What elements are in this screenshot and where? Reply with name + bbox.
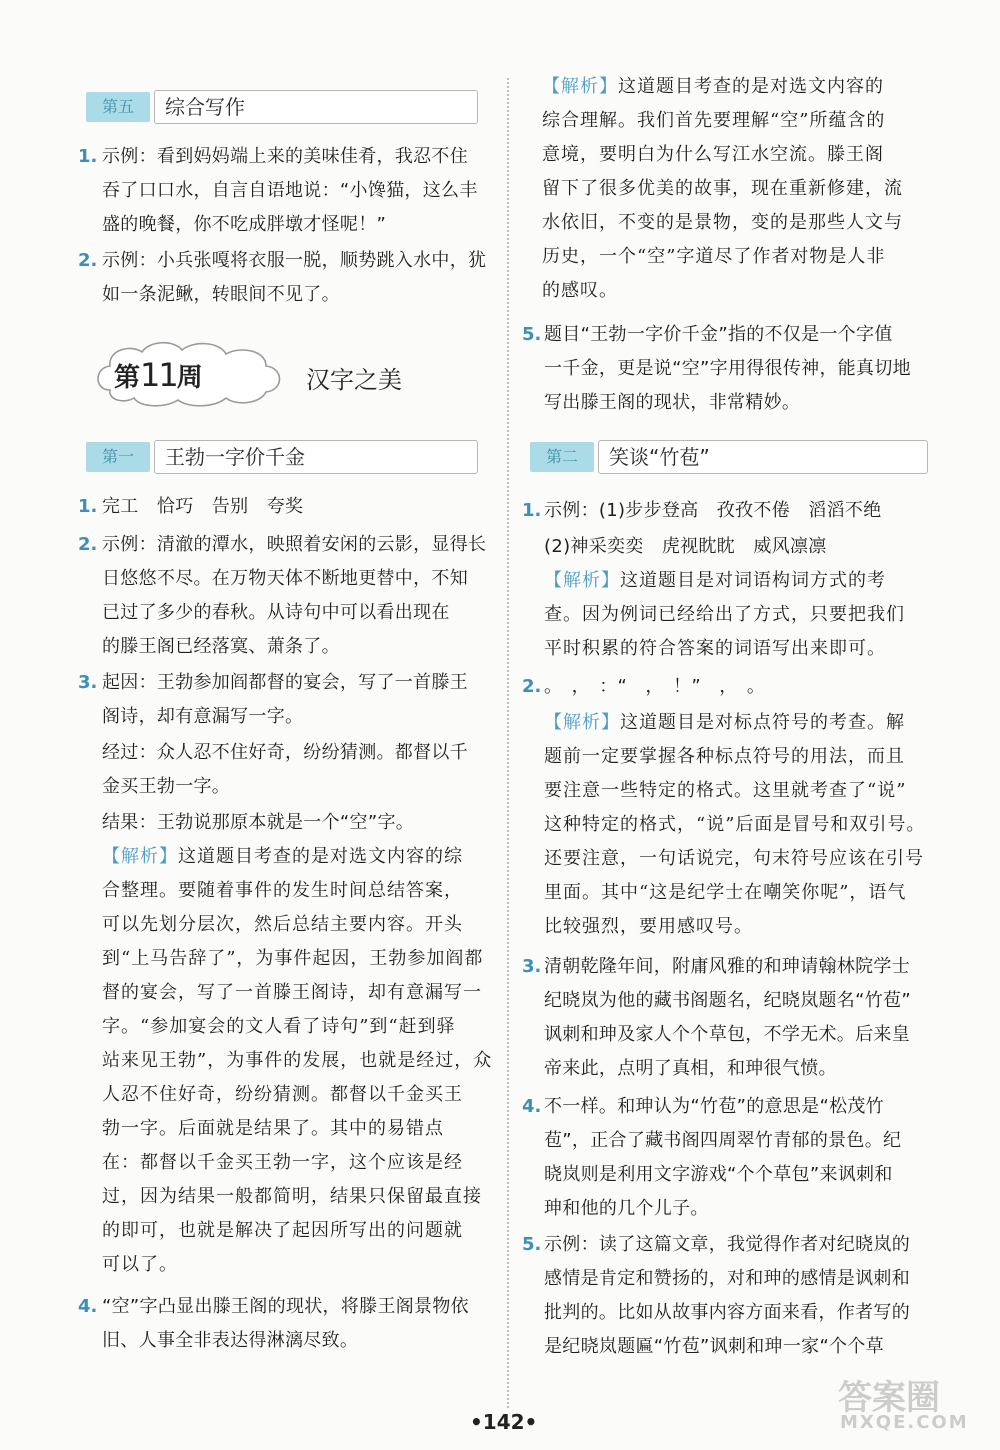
section-header-zhubao	[522, 440, 934, 476]
answer-line: 是纪晓岚题匾“竹苞”讽刺和珅一家“个个草	[544, 1336, 884, 1357]
analysis-line: 合整理。要随着事件的发生时间总结答案，	[102, 880, 463, 901]
column-divider	[507, 78, 509, 1408]
item-number: 3.	[522, 956, 542, 977]
analysis-line: 意境，要明白为什么写江水空流。滕王阁	[542, 144, 884, 165]
analysis-line: 水依旧，不变的是景物，变的是那些人文与	[542, 212, 903, 233]
analysis-line: 历史，一个“空”字道尽了作者对物是人非	[542, 246, 886, 267]
answer-line: 示例：读了这篇文章，我觉得作者对纪晓岚的	[544, 1234, 910, 1255]
week-banner	[90, 338, 420, 412]
answer-line: 。 ， ：“ ， ！” ， 。	[544, 676, 766, 697]
analysis-line: 平时积累的符合答案的词语写出来即可。	[544, 638, 886, 659]
section-title: 王勃一字价千金	[154, 440, 478, 474]
analysis-text: 这道题目考查的是对选文内容的综	[178, 846, 463, 867]
answer-line: 清朝乾隆年间，附庸风雅的和珅请翰林院学士	[544, 956, 910, 977]
analysis-line: 留下了很多优美的故事，现在重新修建，流	[542, 178, 903, 199]
analysis-line: 的感叹。	[542, 280, 618, 301]
answer-line: 写出滕王阁的现状，非常精妙。	[544, 392, 801, 413]
analysis-line: 这种特定的格式，“说”后面是冒号和双引号。	[544, 814, 926, 835]
answer-line: 日悠悠不尽。在万物天体不断地更替中，不知	[102, 568, 468, 589]
answer-line: 纪晓岚为他的藏书阁题名，纪晓岚题名“竹苞”	[544, 990, 911, 1011]
answer-line: 示例：看到妈妈端上来的美味佳肴，我忍不住	[102, 146, 468, 167]
answer-line: 经过：众人忍不住好奇，纷纷猜测。都督以千	[102, 742, 468, 763]
analysis-tag: 【解析】	[542, 76, 618, 97]
page-number: •142•	[470, 1410, 538, 1434]
item-number: 5.	[522, 324, 542, 345]
section-badge: 第五	[86, 92, 150, 122]
answer-line: 不一样。和珅认为“竹苞”的意思是“松茂竹	[544, 1096, 884, 1117]
analysis-line: 可以了。	[102, 1254, 178, 1275]
answer-line: 已过了多少的春秋。从诗句中可以看出现在	[102, 602, 450, 623]
answer-line: 的滕王阁已经落寞、萧条了。	[102, 636, 340, 657]
answer-line: 完工 恰巧 告别 夸奖	[102, 496, 304, 517]
watermark-logo: 答案圈	[838, 1378, 940, 1418]
answer-line: 帝来此，点明了真相，和珅很气愤。	[544, 1058, 837, 1079]
analysis-line: 要注意一些特定的格式。这里就考查了“说”	[544, 780, 907, 801]
analysis-tag: 【解析】	[544, 570, 620, 591]
analysis-line: 在：都督以千金买王勃一字，这个应该是经	[102, 1152, 463, 1173]
item-number: 1.	[522, 500, 542, 521]
answer-line: 批判的。比如从故事内容方面来看，作者写的	[544, 1302, 910, 1323]
section-header-writing	[78, 90, 482, 126]
analysis-line: 查。因为例词已经给出了方式，只要把我们	[544, 604, 905, 625]
item-number: 5.	[522, 1234, 542, 1255]
answer-line: 旧、人事全非表达得淋漓尽致。	[102, 1330, 359, 1351]
answer-line: 感情是肯定和赞扬的，对和珅的感情是讽刺和	[544, 1268, 910, 1289]
site-watermark	[820, 1370, 990, 1440]
answer-line: 讽刺和珅及家人个个草包，不学无术。后来皇	[544, 1024, 910, 1045]
item-number: 4.	[522, 1096, 542, 1117]
section-title: 综合写作	[154, 90, 478, 124]
analysis-line: 人忍不住好奇，纷纷猜测。都督以千金买王	[102, 1084, 463, 1105]
analysis-line: 比较强烈，要用感叹号。	[544, 916, 753, 937]
week-prefix: 第	[114, 363, 141, 393]
watermark-url: MXQE.COM	[840, 1412, 969, 1433]
answer-line: 起因：王勃参加阎都督的宴会，写了一首滕王	[102, 672, 468, 693]
answer-line: 晓岚则是利用文字游戏“个个草包”来讽刺和	[544, 1164, 893, 1185]
section-header-wangbo	[78, 440, 482, 476]
analysis-line: 督的宴会，写了一首滕王阁诗，却有意漏写一	[102, 982, 482, 1003]
week-label	[114, 356, 203, 394]
analysis-text: 这道题目是对词语构词方式的考	[620, 570, 886, 591]
analysis-line: 站来见王勃”，为事件的发展，也就是经过，众	[102, 1050, 493, 1071]
analysis-line: 勃一字。后面就是结果了。其中的易错点	[102, 1118, 444, 1139]
item-number: 3.	[78, 672, 98, 693]
answer-line: 阁诗，却有意漏写一字。	[102, 706, 304, 727]
answer-line: 示例：(1)步步登高 孜孜不倦 滔滔不绝	[544, 500, 882, 521]
answer-line: (2)神采奕奕 虎视眈眈 威风凛凛	[544, 536, 827, 557]
answer-line: 盛的晚餐，你不吃成胖墩才怪呢！”	[102, 214, 387, 235]
section-title: 笑谈“竹苞”	[598, 440, 928, 474]
analysis-line: 还要注意，一句话说完，句末符号应该在引号	[544, 848, 924, 869]
item-number: 2.	[522, 676, 542, 697]
analysis-line: 字。“参加宴会的文人看了诗句”到“赶到驿	[102, 1016, 456, 1037]
analysis-line: 的即可，也就是解决了起因所写出的问题就	[102, 1220, 463, 1241]
answer-line: 示例：清澈的潭水，映照着安闲的云影，显得长	[102, 534, 487, 555]
analysis-text: 这道题目考查的是对选文内容的	[618, 76, 884, 97]
analysis-text: 这道题目是对标点符号的考查。解	[620, 712, 905, 733]
analysis-line	[544, 706, 905, 740]
answer-line: 苞”，正合了藏书阁四周翠竹青郁的景色。纪	[544, 1130, 902, 1151]
analysis-line: 里面。其中“这是纪学士在嘲笑你呢”，语气	[544, 882, 907, 903]
analysis-tag: 【解析】	[102, 846, 178, 867]
section-badge: 第一	[86, 442, 150, 472]
analysis-tag: 【解析】	[544, 712, 620, 733]
answer-line: 金买王勃一字。	[102, 776, 231, 797]
answer-line: 珅和他的几个儿子。	[544, 1198, 709, 1219]
week-theme: 汉字之美	[306, 366, 402, 394]
analysis-line: 到“上马告辞了”，为事件起因，王勃参加阎都	[102, 948, 484, 969]
item-number: 1.	[78, 496, 98, 517]
item-number: 4.	[78, 1296, 98, 1317]
week-number: 11	[140, 356, 177, 394]
answer-line: 如一条泥鳅，转眼间不见了。	[102, 284, 340, 305]
answer-line: 吞了口口水，自言自语地说：“小馋猫，这么丰	[102, 180, 478, 201]
answer-line: 题目“王勃一字价千金”指的不仅是一个字值	[544, 324, 893, 345]
item-number: 2.	[78, 250, 98, 271]
answer-line: 示例：小兵张嘎将衣服一脱，顺势跳入水中，犹	[102, 250, 487, 271]
answer-line: 结果：王勃说那原本就是一个“空”字。	[102, 812, 415, 833]
analysis-line	[542, 70, 884, 104]
item-number: 2.	[78, 534, 98, 555]
item-number: 1.	[78, 146, 98, 167]
analysis-line	[102, 840, 463, 874]
answer-line: 一千金，更是说“空”字用得很传神，能真切地	[544, 358, 911, 379]
analysis-line	[544, 564, 886, 598]
analysis-line: 过，因为结果一般都简明，结果只保留最直接	[102, 1186, 482, 1207]
section-badge: 第二	[530, 442, 594, 472]
analysis-line: 题前一定要掌握各种标点符号的用法，而且	[544, 746, 905, 767]
answer-line: “空”字凸显出滕王阁的现状，将滕王阁景物依	[102, 1296, 469, 1317]
analysis-line: 综合理解。我们首先要理解“空”所蕴含的	[542, 110, 886, 131]
analysis-line: 可以先划分层次，然后总结主要内容。开头	[102, 914, 463, 935]
week-suffix: 周	[176, 363, 203, 393]
